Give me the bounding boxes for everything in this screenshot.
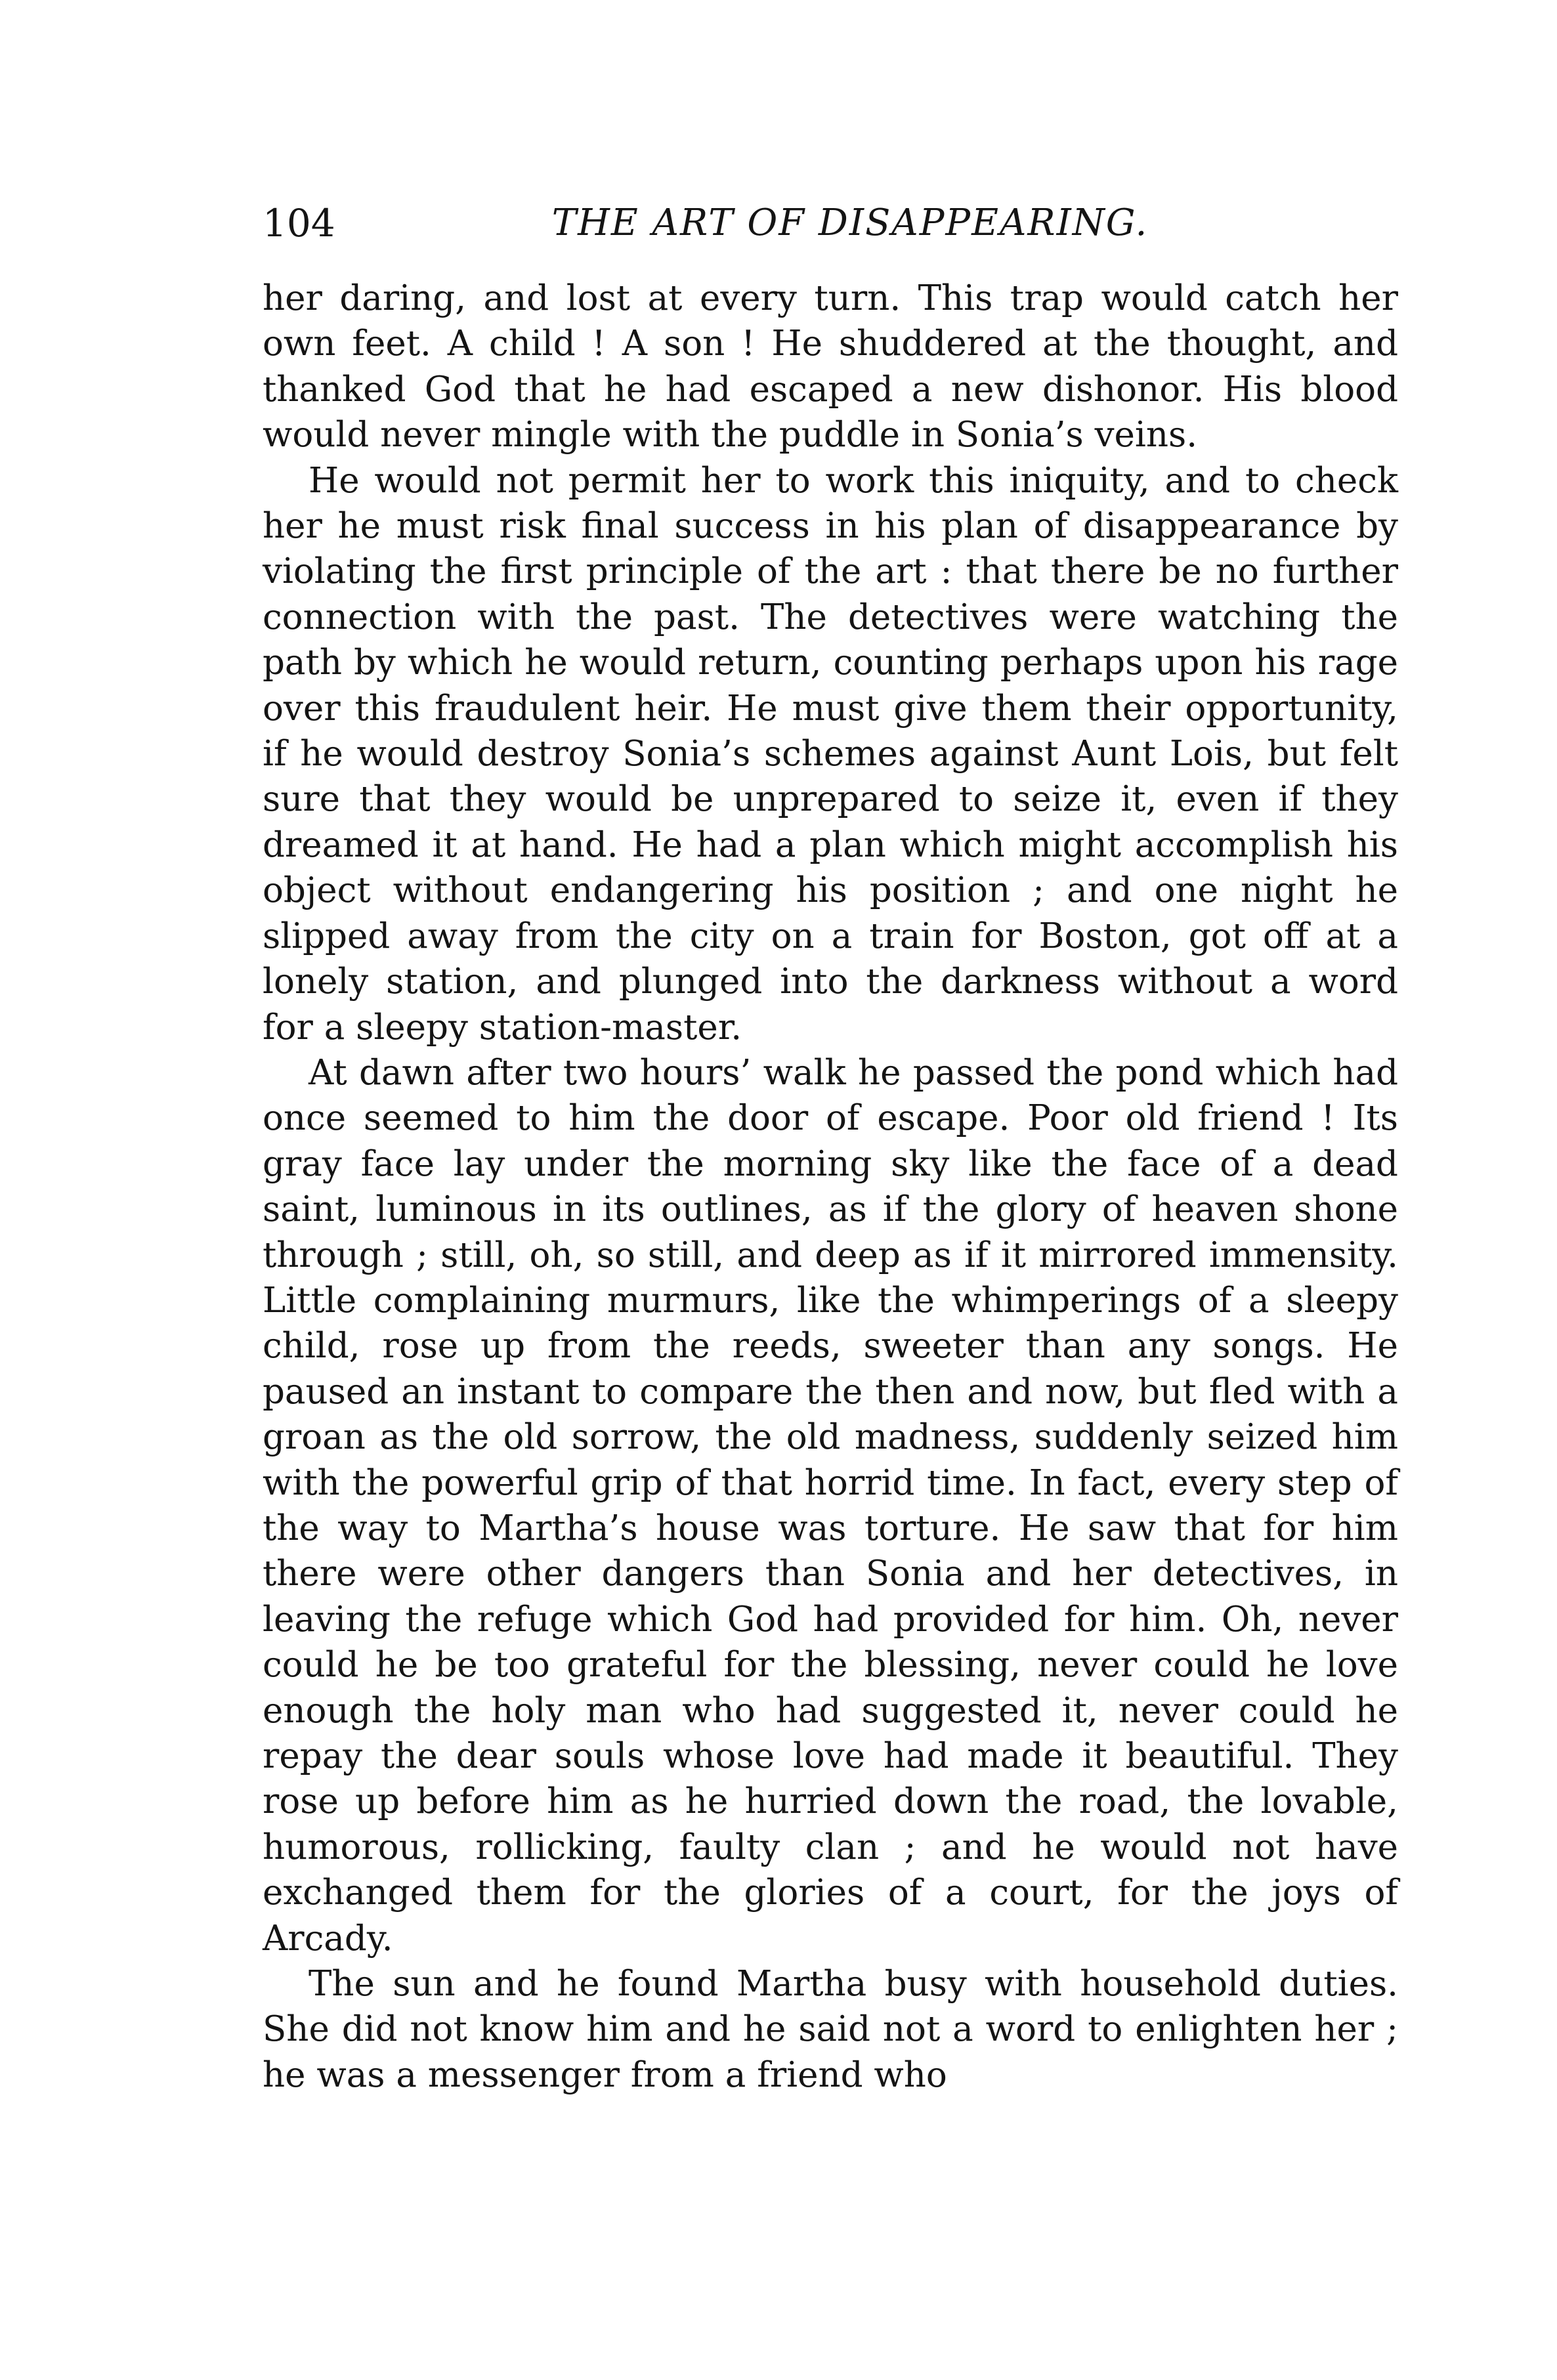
running-title: THE ART OF DISAPPEARING. bbox=[551, 202, 1149, 244]
paragraph: At dawn after two hours’ walk he passed the pond which had once seemed to him the door of escape. Poor old friend ! Its gray face lay under the morning sky like the face of a dead saint, luminous in its outlines, as if the glory of heaven shone through ; still, oh, so still, and deep as if it mirrored immensity. Little complaining murmurs, like the whimperings of a sleepy child, rose up from the reeds, sweeter than any songs. He paused an instant to compare the then and now, but fled with a groan as the old sorrow, the old madness, suddenly seized him with the powerful grip of that horrid time. In fact, every step of the way to Martha’s house was torture. He saw that for him there were other dangers than Sonia and her detectives, in leaving the refuge which God had provided for him. Oh, never could he be too grateful for the blessing, never could he love enough the holy man who had suggested it, never could he repay the dear souls whose love had made it beautiful. They rose up before him as he hurried down the road, the lovable, humorous, rollicking, faulty clan ; and he would not have exchanged them for the glories of a court, for the joys of Arcady. bbox=[263, 1052, 1398, 1959]
page-number: 104 bbox=[263, 201, 335, 245]
body-text bbox=[263, 276, 1398, 2098]
paragraph-continued: her daring, and lost at every turn. This trap would catch her own feet. A child ! A son ! He shuddered at the thought, and thanked God that he had escaped a new dishonor. His blood would never mingle with the puddle in Sonia’s veins. bbox=[263, 278, 1398, 456]
page-header bbox=[263, 197, 1398, 249]
paragraph: He would not permit her to work this iniquity, and to check her he must risk final success in his plan of disappearance by violating the first principle of the art : that there be no further connection with the past. The detectives were watching the path by which he would return, counting perhaps upon his rage over this fraudulent heir. He must give them their opportunity, if he would destroy Sonia’s schemes against Aunt Lois, but felt sure that they would be unprepared to seize it, even if they dreamed it at hand. He had a plan which might accomplish his object without endangering his position ; and one night he slipped away from the city on a train for Boston, got off at a lonely station, and plunged into the darkness without a word for a sleepy station-master. bbox=[263, 460, 1398, 1048]
paragraph: The sun and he found Martha busy with household duties. She did not know him and he said not a word to enlighten her ; he was a messenger from a friend who bbox=[263, 1964, 1398, 2095]
